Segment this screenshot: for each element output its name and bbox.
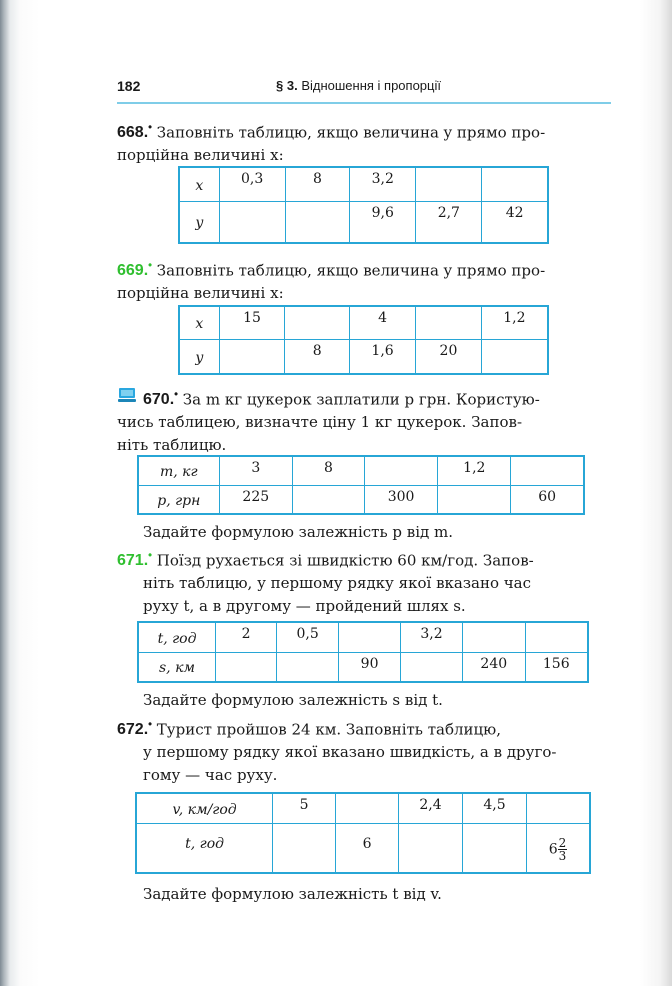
- fraction: [558, 837, 568, 862]
- table-cell: t, год: [138, 622, 216, 652]
- problem-text: За m кг цукерок заплатили p грн. Користую-: [182, 390, 540, 409]
- table-row: [138, 456, 584, 485]
- problem-text: ніть таблицю, у першому рядку якої вказано час: [143, 574, 532, 593]
- table-cell: [416, 167, 482, 201]
- followup-text: Задайте формулою залежність s від t.: [143, 691, 443, 709]
- table-cell: 8: [292, 456, 364, 485]
- table-cell: 42: [482, 201, 548, 243]
- table-cell: [216, 652, 277, 682]
- table-cell: 3,2: [350, 167, 416, 201]
- section-mark: § 3.: [276, 78, 298, 93]
- table-671: [137, 621, 589, 683]
- table-cell: 5: [273, 793, 336, 823]
- table-cell: [336, 793, 399, 823]
- table-cell: 156: [525, 652, 588, 682]
- problem-number: 669.•: [117, 260, 152, 280]
- table-cell: 8: [285, 339, 350, 374]
- problem-text: ніть таблицю.: [117, 436, 227, 455]
- table-cell: [399, 823, 463, 873]
- problem-number: 670.•: [143, 389, 178, 409]
- problem-text: порційна величині x:: [117, 146, 284, 165]
- table-cell: p, грн: [138, 485, 219, 514]
- mixed-whole: 6: [548, 841, 558, 858]
- section-name: Відношення і пропорції: [301, 78, 441, 93]
- page-header: [117, 76, 611, 104]
- table-cell: y: [179, 339, 219, 374]
- table-cell: 300: [364, 485, 437, 514]
- table-cell: 240: [463, 652, 525, 682]
- table-cell: [482, 167, 548, 201]
- problem-669: [117, 255, 617, 305]
- table-cell: 15: [219, 306, 285, 339]
- table-cell: [463, 622, 525, 652]
- followup-text: Задайте формулою залежність t від v.: [143, 885, 442, 903]
- table-row: [136, 823, 590, 873]
- problem-number: 668.•: [117, 122, 152, 142]
- table-cell: [285, 306, 350, 339]
- table-cell: 9,6: [350, 201, 416, 243]
- table-row: [138, 485, 584, 514]
- problem-text: Заповніть таблицю, якщо величина y прямо про-: [156, 123, 546, 142]
- table-668: [178, 166, 549, 244]
- problem-671: [117, 545, 617, 618]
- table-cell: [400, 652, 462, 682]
- table-cell: 2,7: [416, 201, 482, 243]
- section-title: [276, 78, 441, 93]
- table-cell: [219, 339, 285, 374]
- table-cell: 3: [219, 456, 292, 485]
- problem-text: чись таблицею, визначте ціну 1 кг цукерок. Запов-: [117, 413, 523, 432]
- problem-668: [117, 117, 617, 167]
- table-cell: 60: [511, 485, 584, 514]
- mixed-number-cell: [526, 823, 590, 873]
- table-cell: y: [179, 201, 219, 243]
- table-cell: m, кг: [138, 456, 219, 485]
- table-cell: 20: [416, 339, 482, 374]
- table-row: [179, 339, 548, 374]
- table-cell: 1,2: [438, 456, 511, 485]
- table-row: [179, 201, 548, 243]
- table-cell: 4,5: [463, 793, 527, 823]
- table-cell: 2,4: [399, 793, 463, 823]
- table-cell: [481, 339, 548, 374]
- table-cell: s, км: [138, 652, 216, 682]
- table-cell: [292, 485, 364, 514]
- table-cell: 3,2: [400, 622, 462, 652]
- problem-671-followup: [143, 689, 613, 712]
- table-cell: 225: [219, 485, 292, 514]
- followup-text: Задайте формулою залежність p від m.: [143, 523, 454, 541]
- table-cell: [463, 823, 527, 873]
- problem-text: Турист пройшов 24 км. Заповніть таблицю,: [156, 720, 501, 739]
- table-row: [138, 622, 588, 652]
- table-672: [135, 792, 591, 874]
- table-cell: x: [179, 167, 219, 201]
- problem-number: 672.•: [117, 719, 152, 739]
- fraction-denominator: 3: [558, 848, 567, 863]
- table-cell: [526, 793, 590, 823]
- table-cell: [511, 456, 584, 485]
- problem-670: [117, 384, 617, 457]
- problem-670-followup: [143, 521, 613, 544]
- page-number: 182: [117, 78, 141, 94]
- problem-text: гому — час руху.: [143, 766, 278, 785]
- table-row: [179, 167, 548, 201]
- table-cell: [273, 823, 336, 873]
- table-cell: [525, 622, 588, 652]
- table-cell: 2: [216, 622, 277, 652]
- table-cell: 8: [285, 167, 350, 201]
- table-cell: [438, 485, 511, 514]
- problem-text: руху t, а в другому — пройдений шлях s.: [143, 597, 466, 616]
- table-row: [138, 652, 588, 682]
- table-cell: 4: [349, 306, 415, 339]
- fraction-numerator: 2: [558, 835, 567, 850]
- table-cell: v, км/год: [136, 793, 273, 823]
- table-cell: t, год: [136, 823, 273, 873]
- table-cell: 6: [336, 823, 399, 873]
- table-670: [137, 455, 585, 515]
- table-cell: [285, 201, 350, 243]
- table-row: [136, 793, 590, 823]
- problem-text: Поїзд рухається зі швидкістю 60 км/год. Запов-: [156, 551, 534, 570]
- table-cell: 1,6: [349, 339, 415, 374]
- table-669: [178, 305, 549, 375]
- problem-text: у першому рядку якої вказано швидкість, а в друго-: [143, 743, 557, 762]
- table-cell: [219, 201, 285, 243]
- problem-text: Заповніть таблицю, якщо величина y прямо про-: [156, 261, 546, 280]
- problem-672: [117, 714, 617, 787]
- table-cell: 90: [339, 652, 401, 682]
- problem-672-followup: [143, 883, 613, 906]
- table-cell: [277, 652, 339, 682]
- table-cell: 0,3: [219, 167, 285, 201]
- table-cell: [364, 456, 437, 485]
- table-row: [179, 306, 548, 339]
- problem-text: порційна величині x:: [117, 284, 284, 303]
- problem-number: 671.•: [117, 550, 152, 570]
- table-cell: [339, 622, 401, 652]
- table-cell: [416, 306, 482, 339]
- table-cell: 1,2: [481, 306, 548, 339]
- table-cell: 0,5: [277, 622, 339, 652]
- table-cell: x: [179, 306, 219, 339]
